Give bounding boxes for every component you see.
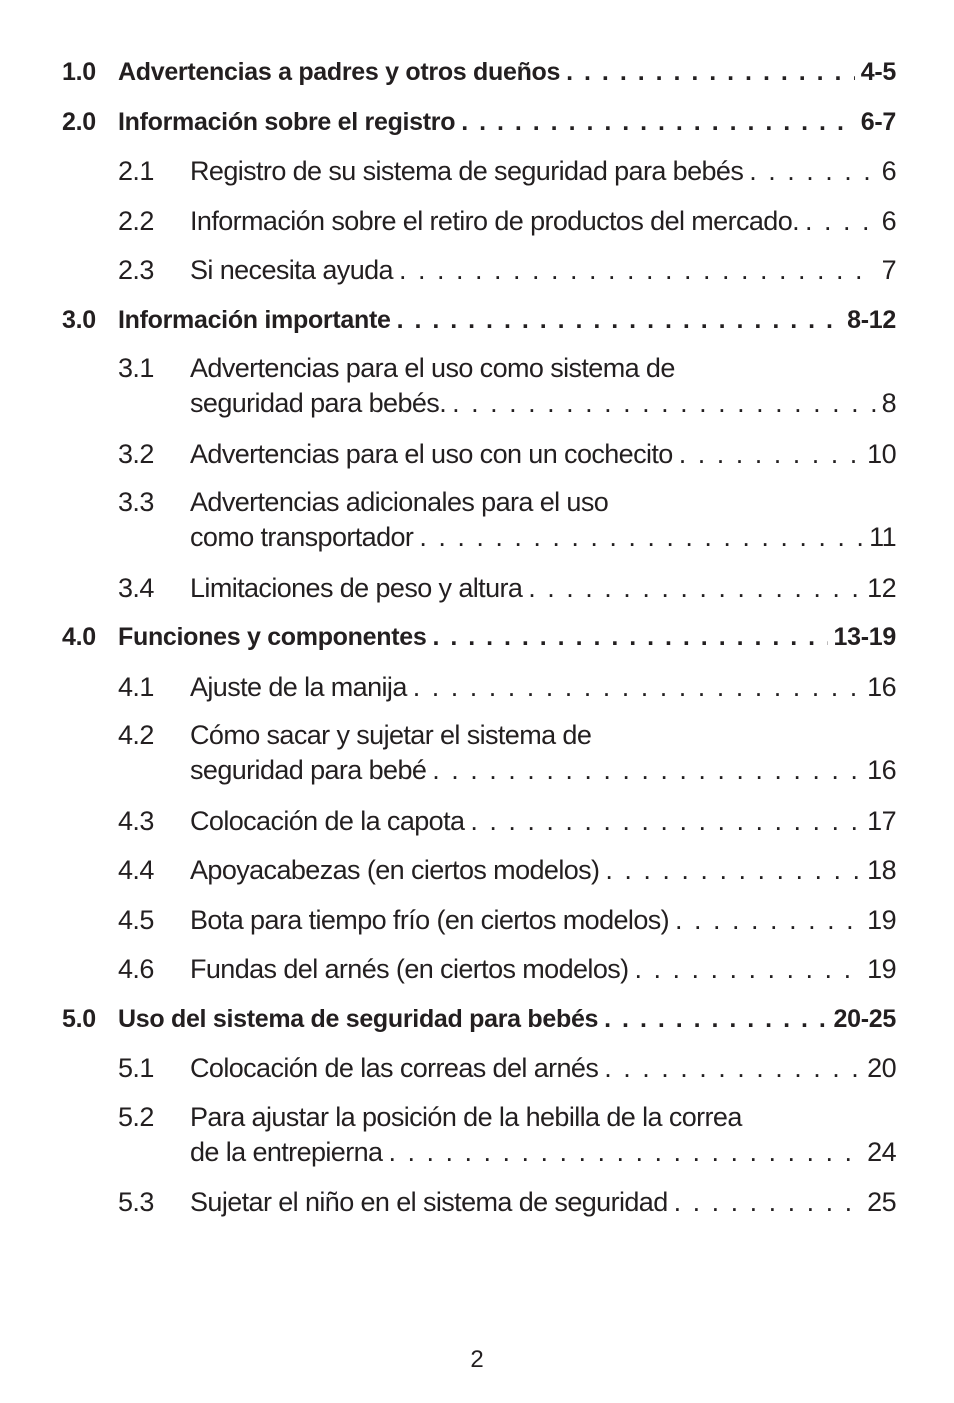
toc-number: 5.0 — [62, 1004, 96, 1033]
toc-number: 4.4 — [118, 855, 154, 885]
toc-title-continued: como transportador — [190, 522, 414, 552]
toc-subsection[interactable] — [62, 951, 896, 1001]
toc-title: Cómo sacar y sujetar el sistema de — [190, 720, 592, 750]
toc-page: 12 — [867, 572, 896, 603]
toc-page: 17 — [867, 805, 896, 836]
toc-page: 19 — [867, 904, 896, 935]
toc-title: Información sobre el registro — [118, 107, 456, 136]
toc-subsection[interactable] — [62, 852, 896, 902]
toc-title: Advertencias para el uso con un cochecito — [190, 438, 673, 469]
dot-leader — [470, 803, 861, 839]
toc-title: Ajuste de la manija — [190, 671, 407, 702]
dot-leader — [805, 203, 876, 239]
toc-section[interactable] — [62, 104, 896, 154]
toc-title: Advertencias a padres y otros dueños — [118, 58, 561, 86]
toc-title-continued: seguridad para bebés. — [190, 388, 447, 418]
toc-number: 1.0 — [62, 58, 96, 86]
table-of-contents — [62, 54, 896, 1234]
toc-page: 20 — [867, 1053, 896, 1083]
dot-leader — [432, 619, 827, 655]
toc-number: 2.3 — [118, 255, 154, 285]
toc-title: Advertencias adicionales para el uso — [190, 487, 609, 517]
toc-number: 4.2 — [118, 720, 154, 750]
toc-page: 6 — [881, 156, 896, 186]
toc-number: 3.2 — [118, 438, 154, 469]
toc-title: Funciones y componentes — [118, 623, 427, 651]
toc-title: Registro de su sistema de seguridad para bebés — [190, 156, 744, 186]
dot-leader — [604, 1050, 861, 1086]
dot-leader — [566, 54, 855, 90]
toc-title: Fundas del arnés (en ciertos modelos) — [190, 954, 629, 984]
dot-leader — [432, 753, 861, 788]
toc-title: Si necesita ayuda — [190, 255, 393, 285]
toc-page: 24 — [867, 1136, 896, 1167]
toc-title: Advertencias para el uso como sistema de — [190, 353, 675, 383]
toc-subsection[interactable] — [62, 902, 896, 952]
dot-leader — [749, 153, 875, 189]
toc-number: 5.1 — [118, 1053, 154, 1083]
toc-number: 3.0 — [62, 305, 96, 334]
dot-leader — [452, 386, 875, 421]
toc-subsection[interactable] — [62, 485, 896, 570]
toc-title: Colocación de la capota — [190, 805, 465, 836]
toc-page: 16 — [867, 671, 896, 702]
toc-subsection[interactable] — [62, 203, 896, 253]
toc-title: Información sobre el retiro de productos del mercado. — [190, 205, 800, 236]
toc-page: 4-5 — [860, 58, 896, 86]
toc-title: Información importante — [118, 305, 391, 334]
toc-number: 3.4 — [118, 572, 154, 603]
toc-title: Para ajustar la posición de la hebilla de la correa — [190, 1101, 742, 1132]
toc-subsection[interactable] — [62, 718, 896, 803]
toc-number: 3.3 — [118, 487, 154, 517]
dot-leader — [635, 951, 862, 987]
dot-leader — [388, 1135, 861, 1170]
dot-leader — [419, 520, 863, 555]
dot-leader — [674, 1184, 862, 1220]
dot-leader — [413, 669, 861, 705]
toc-page: 10 — [867, 438, 896, 469]
dot-leader — [604, 1001, 827, 1037]
toc-page: 8-12 — [847, 305, 896, 334]
toc-page: 6 — [881, 205, 896, 236]
dot-leader — [461, 104, 855, 140]
toc-title: Bota para tiempo frío (en ciertos modelos) — [190, 904, 670, 935]
toc-number: 3.1 — [118, 353, 154, 383]
toc-section[interactable] — [62, 619, 896, 669]
toc-subsection[interactable] — [62, 1184, 896, 1234]
toc-page: 19 — [867, 954, 896, 984]
toc-number: 4.0 — [62, 623, 96, 651]
page-number: 2 — [470, 1346, 484, 1373]
toc-number: 4.3 — [118, 805, 154, 836]
toc-title: Colocación de las correas del arnés — [190, 1053, 599, 1083]
toc-title: Apoyacabezas (en ciertos modelos) — [190, 855, 600, 885]
toc-page: 16 — [867, 755, 896, 785]
toc-section[interactable] — [62, 302, 896, 352]
toc-page: 25 — [867, 1187, 896, 1217]
toc-number: 4.1 — [118, 671, 154, 702]
toc-number: 4.6 — [118, 954, 154, 984]
toc-subsection[interactable] — [62, 153, 896, 203]
toc-title: Limitaciones de peso y altura — [190, 572, 523, 603]
toc-title-continued: de la entrepierna — [190, 1136, 383, 1167]
toc-page: 11 — [869, 522, 896, 552]
toc-page: 7 — [881, 255, 896, 285]
toc-number: 4.5 — [118, 904, 154, 935]
dot-leader — [397, 302, 842, 338]
toc-subsection[interactable] — [62, 351, 896, 436]
toc-subsection[interactable] — [62, 570, 896, 620]
toc-title: Sujetar el niño en el sistema de seguridad — [190, 1187, 668, 1217]
dot-leader — [605, 852, 861, 888]
dot-leader — [675, 902, 861, 938]
toc-subsection[interactable] — [62, 252, 896, 302]
toc-page: 8 — [881, 388, 896, 418]
toc-section[interactable] — [62, 54, 896, 104]
toc-subsection[interactable] — [62, 1050, 896, 1100]
toc-number: 5.2 — [118, 1101, 154, 1132]
toc-subsection[interactable] — [62, 436, 896, 486]
toc-title: Uso del sistema de seguridad para bebés — [118, 1004, 599, 1033]
toc-number: 2.2 — [118, 205, 154, 236]
toc-page: 20-25 — [833, 1004, 896, 1033]
toc-number: 5.3 — [118, 1187, 154, 1217]
dot-leader — [679, 436, 861, 472]
dot-leader — [399, 252, 876, 288]
toc-section[interactable] — [62, 1001, 896, 1051]
toc-subsection[interactable] — [62, 1100, 896, 1185]
toc-page: 18 — [867, 855, 896, 885]
toc-subsection[interactable] — [62, 803, 896, 853]
toc-page: 13-19 — [833, 623, 896, 651]
toc-number: 2.0 — [62, 107, 96, 136]
toc-subsection[interactable] — [62, 669, 896, 719]
toc-title-continued: seguridad para bebé — [190, 755, 427, 785]
dot-leader — [528, 570, 861, 606]
toc-number: 2.1 — [118, 156, 154, 186]
toc-page: 6-7 — [860, 107, 896, 136]
